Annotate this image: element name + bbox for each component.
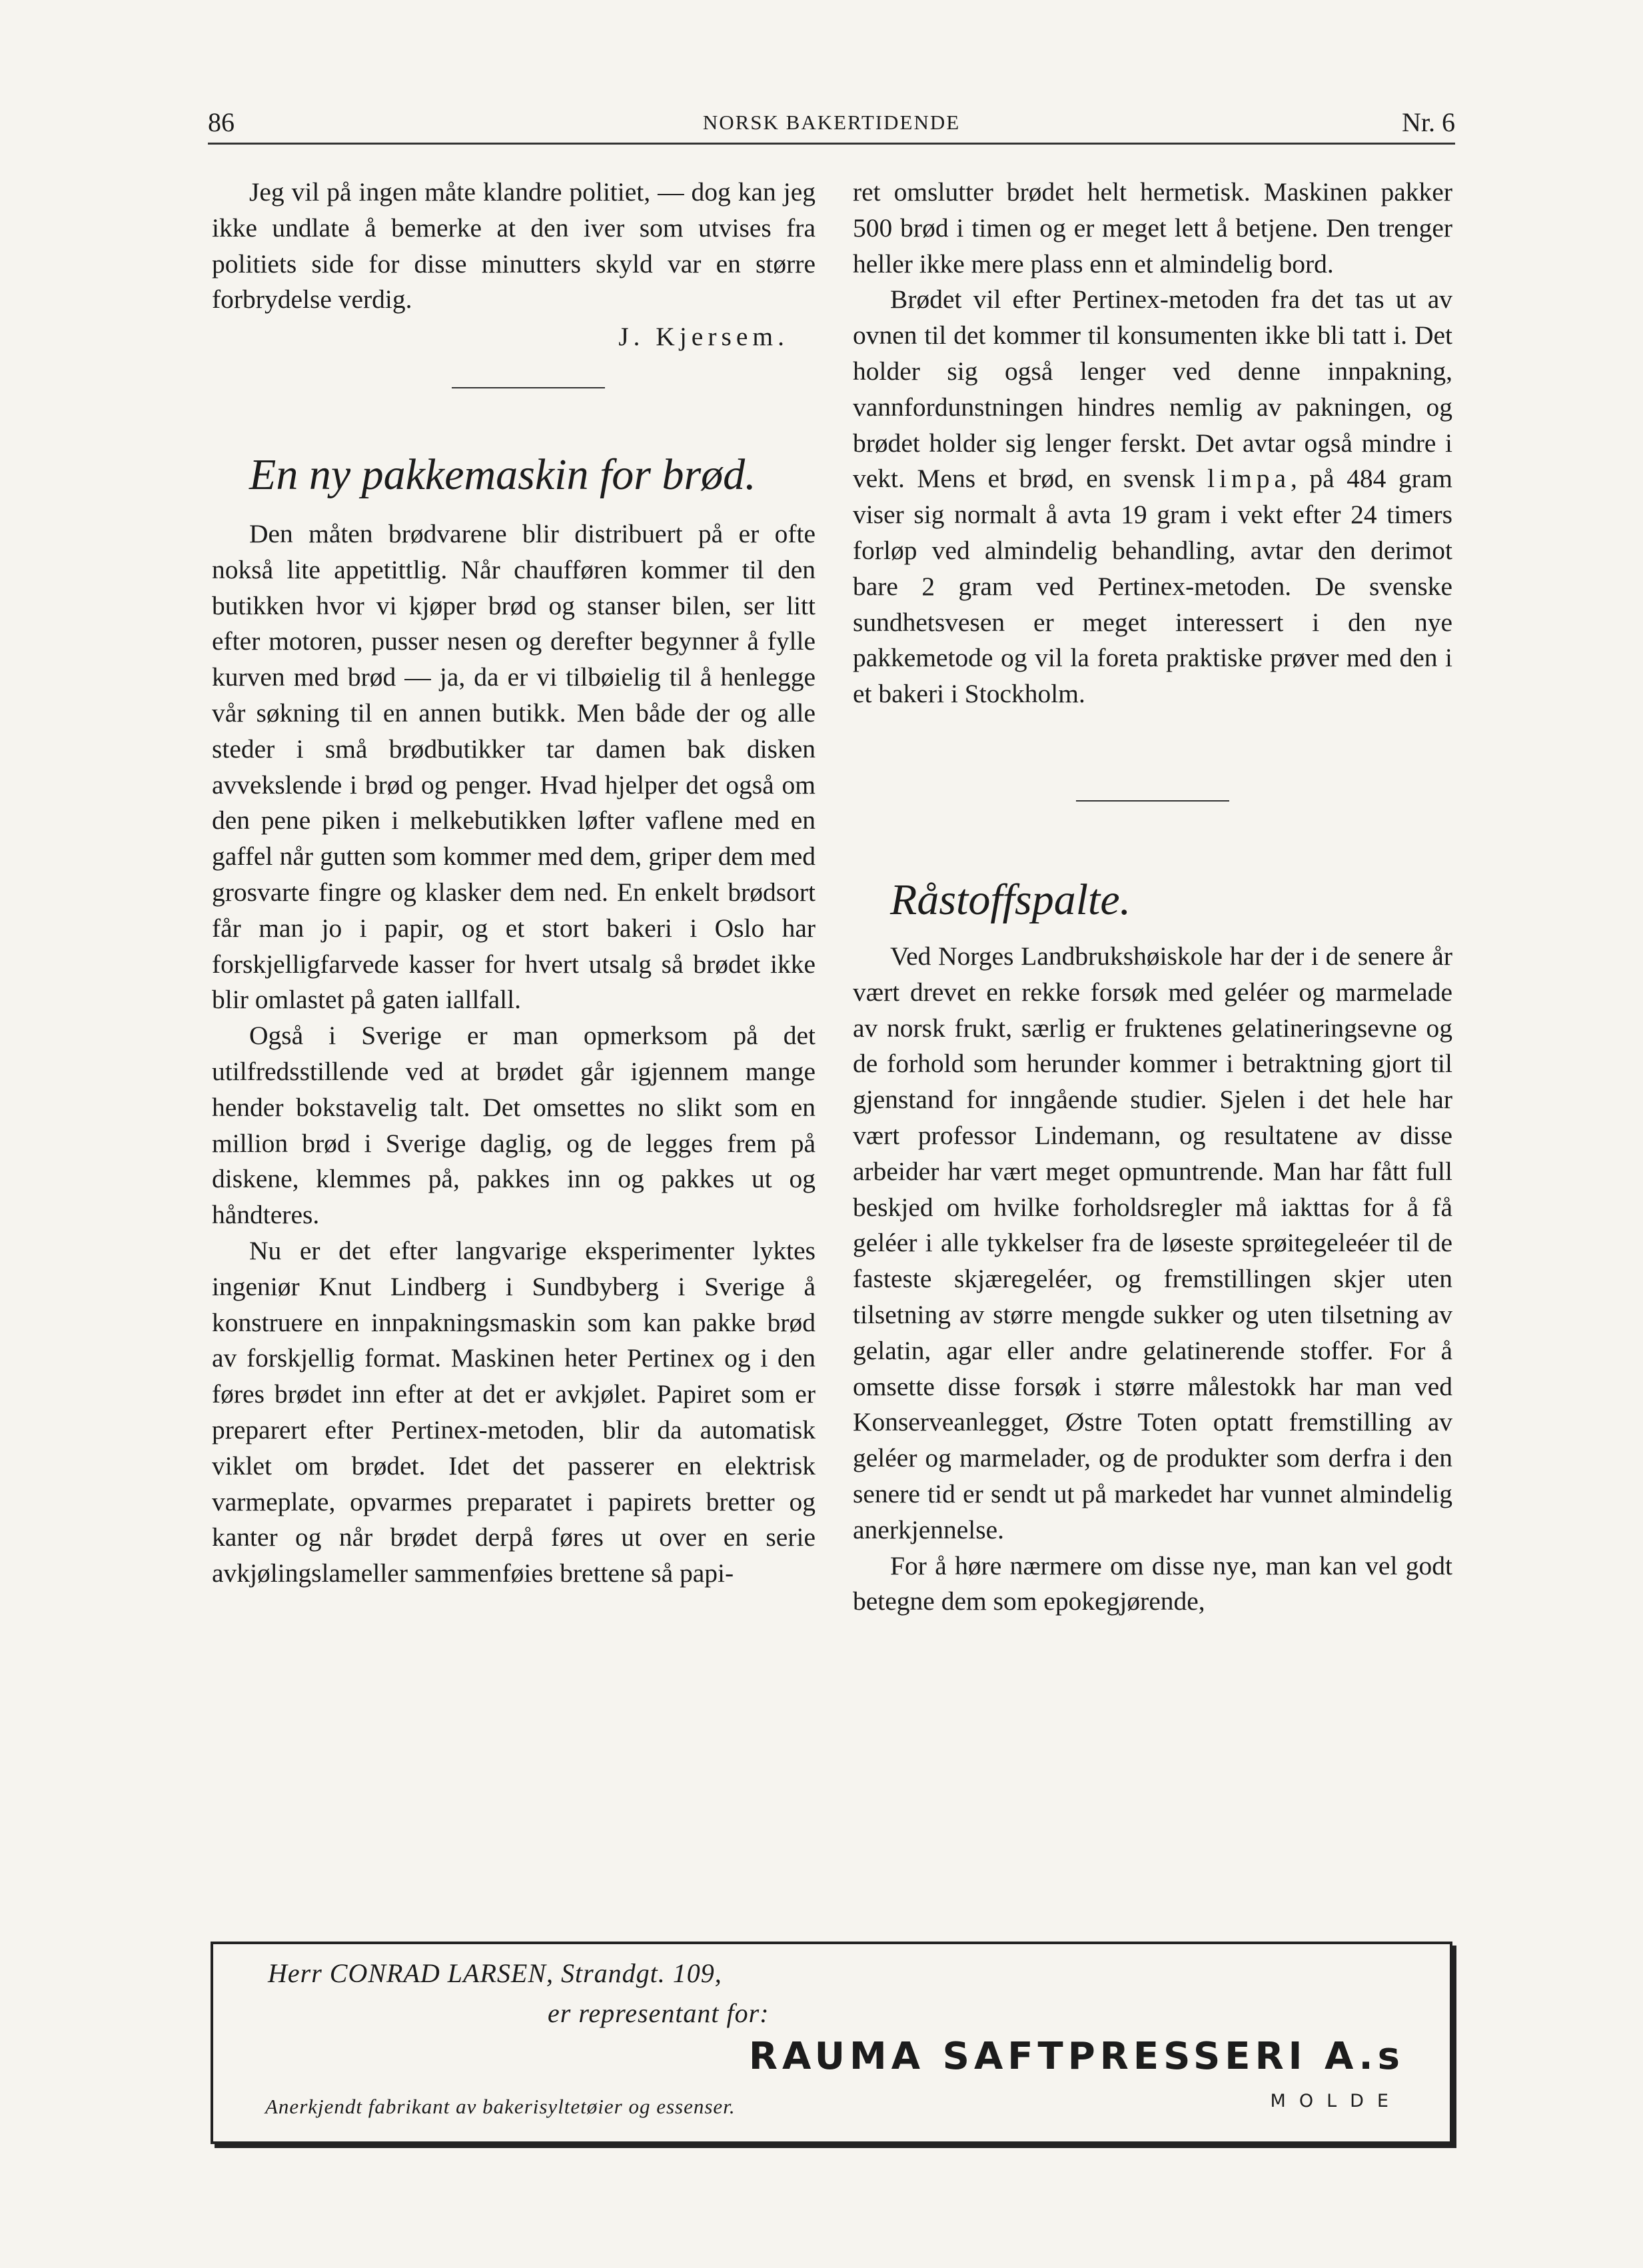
right-column [853,175,1452,1620]
ad-description: Anerkjendt fabrikant av bakerisyltetøier og essenser. [265,2095,736,2118]
left-column [212,175,816,1592]
running-header [208,101,1455,148]
article-title-rastoffspalte: Råstoffspalte. [890,875,1131,924]
ad-representative-line: Herr CONRAD LARSEN, Strandgt. 109, [268,1958,722,1988]
article-paragraph: Den måten brødvarene blir distribuert på er ofte nokså lite appetittlig. Når chaufføren kommer til den butikken hvor vi kjøper brød og stanser bilen, ser litt efter motoren, pusser nesen og derefter begynner å fylle kurven med brød — ja, da er vi tilbøielig til å henlegge vår søkning til en annen butikk. Men både der og alle steder i små brødbutikker tar damen bak disken avvekslende i brød og penger. Hvad hjelper det også om den pene piken i melkebutikken løfter vaflene med en gaffel når gutten som kommer med dem, griper dem med grosvarte fingre og klasker dem ned. En enkelt brødsort får man jo i papir, og et stort bakeri i Oslo har forskjelligfarvede kasser for hvert utsalg så brødet ikke blir omlastet på gaten iallfall. [212,518,816,1015]
article-title-pakkemaskin: En ny pakkemaskin for brød. [249,450,756,499]
article-paragraph: Nu er det efter langvarige eksperimenter lyktes ingeniør Knut Lindberg i Sundbyberg i Sverige å konstruere en innpakningsmaskin som kan pakke brød av forskjellig format. Maskinen heter Pertinex og i den føres brødet inn efter at det er avkjølet. Papiret som er preparert efter Pertinex-metoden, blir da automatisk viklet om brødet. Idet det passerer en elektrisk varmeplate, opvarmes preparatet i papirets bretter og kanter og når brødet derpå føres ut over en serie avkjølingslameller sammenføies brettene så papi- [212,1235,816,1588]
ad-location: MOLDE [1270,2091,1402,2111]
article-paragraph: Ved Norges Landbrukshøiskole har der i de senere år vært drevet en rekke forsøk med geléer og marmelade av norsk frukt, særlig er fruktenes gelatineringsevne og de forhold som herunder kommer i betraktning gjort til gjenstand for inngående studier. Sjelen i det hele har vært professor Lindemann, og resultatene av disse arbeider har vært meget opmuntrende. Man har fått full beskjed om hvilke forholdsregler må iakttas for å få geléer i alle tykkelser fra de løseste sprøitegeleéer til de fasteste skjæregeléer, og fremstillingen skjer uten tilsetning av større mengde sukker og uten tilsetning av gelatin, agar eller andre gelatinerende stoffer. For å omsette disse forsøk i større målestokk har man ved Konserveanlegget, Østre Toten optatt fremstilling av geléer og marmelader, og de produkter som derfra i den senere tid er sendt ut på markedet har vunnet almindelig anerkjennelse. [853,941,1452,1544]
header-rule [208,143,1455,145]
intro-paragraph: Jeg vil på ingen måte klandre politiet, — dog kan jeg ikke undlate å bemerke at den iver som utvises fra politiets side for disse minutters skyld var en større forbrydelse verdig. [212,177,816,314]
article-paragraph: For å høre nærmere om disse nye, man kan vel godt betegne dem som epokegjørende, [853,1550,1452,1616]
journal-title: NORSK BAKERTIDENDE [702,111,961,134]
ad-representant-line: er representant for: [548,1998,770,2028]
section-separator [452,387,605,388]
signature: J. Kjersem. [618,322,789,352]
article-paragraph: Også i Sverige er man opmerksom på det utilfredsstillende ved at brødet går igjennem mange hender bokstavelig talt. Det omsettes no slikt som en million brød i Sverige daglig, og de legges frem på diskene, klemmes på, pakkes inn og pakkes ut og håndteres. [212,1021,816,1230]
article-paragraph: ret omslutter brødet helt hermetisk. Maskinen pakker 500 brød i timen og er meget lett å betjene. Den trenger heller ikke mere plass enn et almindelig bord. [853,177,1452,279]
issue-number: Nr. 6 [1402,107,1455,137]
advertisement-box [211,1942,1452,2144]
article-paragraph: Brødet vil efter Pertinex-metoden fra det tas ut av ovnen til det kommer til konsumenten ikke bli tatt i. Det holder sig også lenger ved denne innpakning, vannfordunstningen hindres nemlig av pakningen, og brødet holder sig lenger ferskt. Det avtar også mindre i vekt. Mens et brød, en svensk limpa, på 484 gram viser sig normalt å avta 19 gram i vekt efter 24 timers forløp ved almindelig behandling, avtar den derimot bare 2 gram ved Pertinex-metoden. De svenske sundhetsvesen er meget interessert i den nye pakkemetode og vil la foreta praktiske prøver med den i et bakeri i Stockholm. [853,284,1452,709]
page-number: 86 [208,107,235,137]
limpa-spaced-word: limpa [1207,464,1291,494]
ad-brand-name: RAUMA SAFTPRESSERI A.s [748,2035,1404,2078]
section-separator [1076,800,1229,802]
